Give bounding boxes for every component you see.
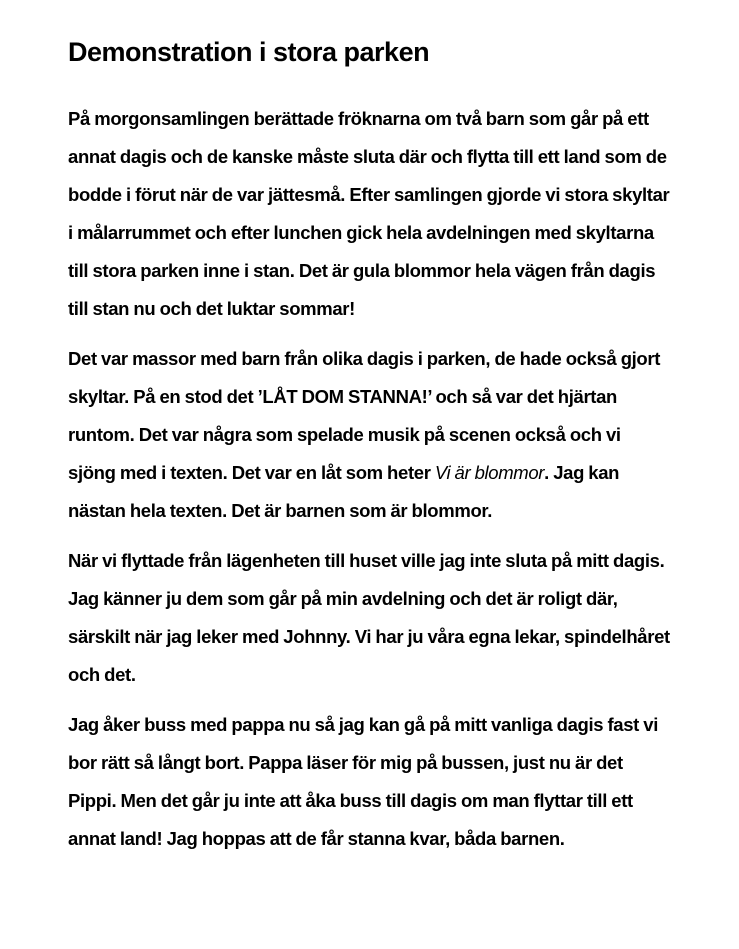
song-title-italic: Vi är blommor [434, 462, 545, 483]
paragraph-1 [68, 100, 672, 328]
paragraph-2-text-before: Det var massor med barn från olika dagis i parken, de hade också gjort skyltar. På en stod det ’LÅT DOM STANNA!’ och så var det hjärtan runtom. Det var några som spelade musik på scenen också och vi sjöng med i texten. Det var en låt som heter [68, 348, 661, 483]
paragraph-4 [68, 706, 672, 858]
page-title: Demonstration i stora parken [68, 37, 430, 67]
paragraph-3 [68, 542, 672, 694]
paragraph-1-text: På morgonsamlingen berättade fröknarna om två barn som går på ett annat dagis och de kanske måste sluta där och flytta till ett land som de bodde i förut när de var jättesmå. Efter samlingen gjorde vi stora skyltar i målarrummet och efter lunchen gick hela avdelningen med skyltarna till stora parken inne i stan. Det är gula blommor hela vägen från dagis till stan nu och det luktar sommar! [68, 108, 670, 319]
paragraph-2 [68, 340, 672, 530]
paragraph-3-text: När vi flyttade från lägenheten till huset ville jag inte sluta på mitt dagis. Jag känner ju dem som går på min avdelning och det är roligt där, särskilt när jag leker med Johnny. Vi har ju våra egna lekar, spindelhåret och det. [68, 550, 670, 685]
paragraph-4-text: Jag åker buss med pappa nu så jag kan gå på mitt vanliga dagis fast vi bor rätt så långt bort. Pappa läser för mig på bussen, just nu är det Pippi. Men det går ju inte att åka buss till dagis om man flyttar till ett annat land! Jag hoppas att de får stanna kvar, båda barnen. [68, 714, 659, 849]
paragraph-2-text-after: . Jag kan nästan hela texten. Det är barnen som är blommor. [68, 462, 620, 521]
